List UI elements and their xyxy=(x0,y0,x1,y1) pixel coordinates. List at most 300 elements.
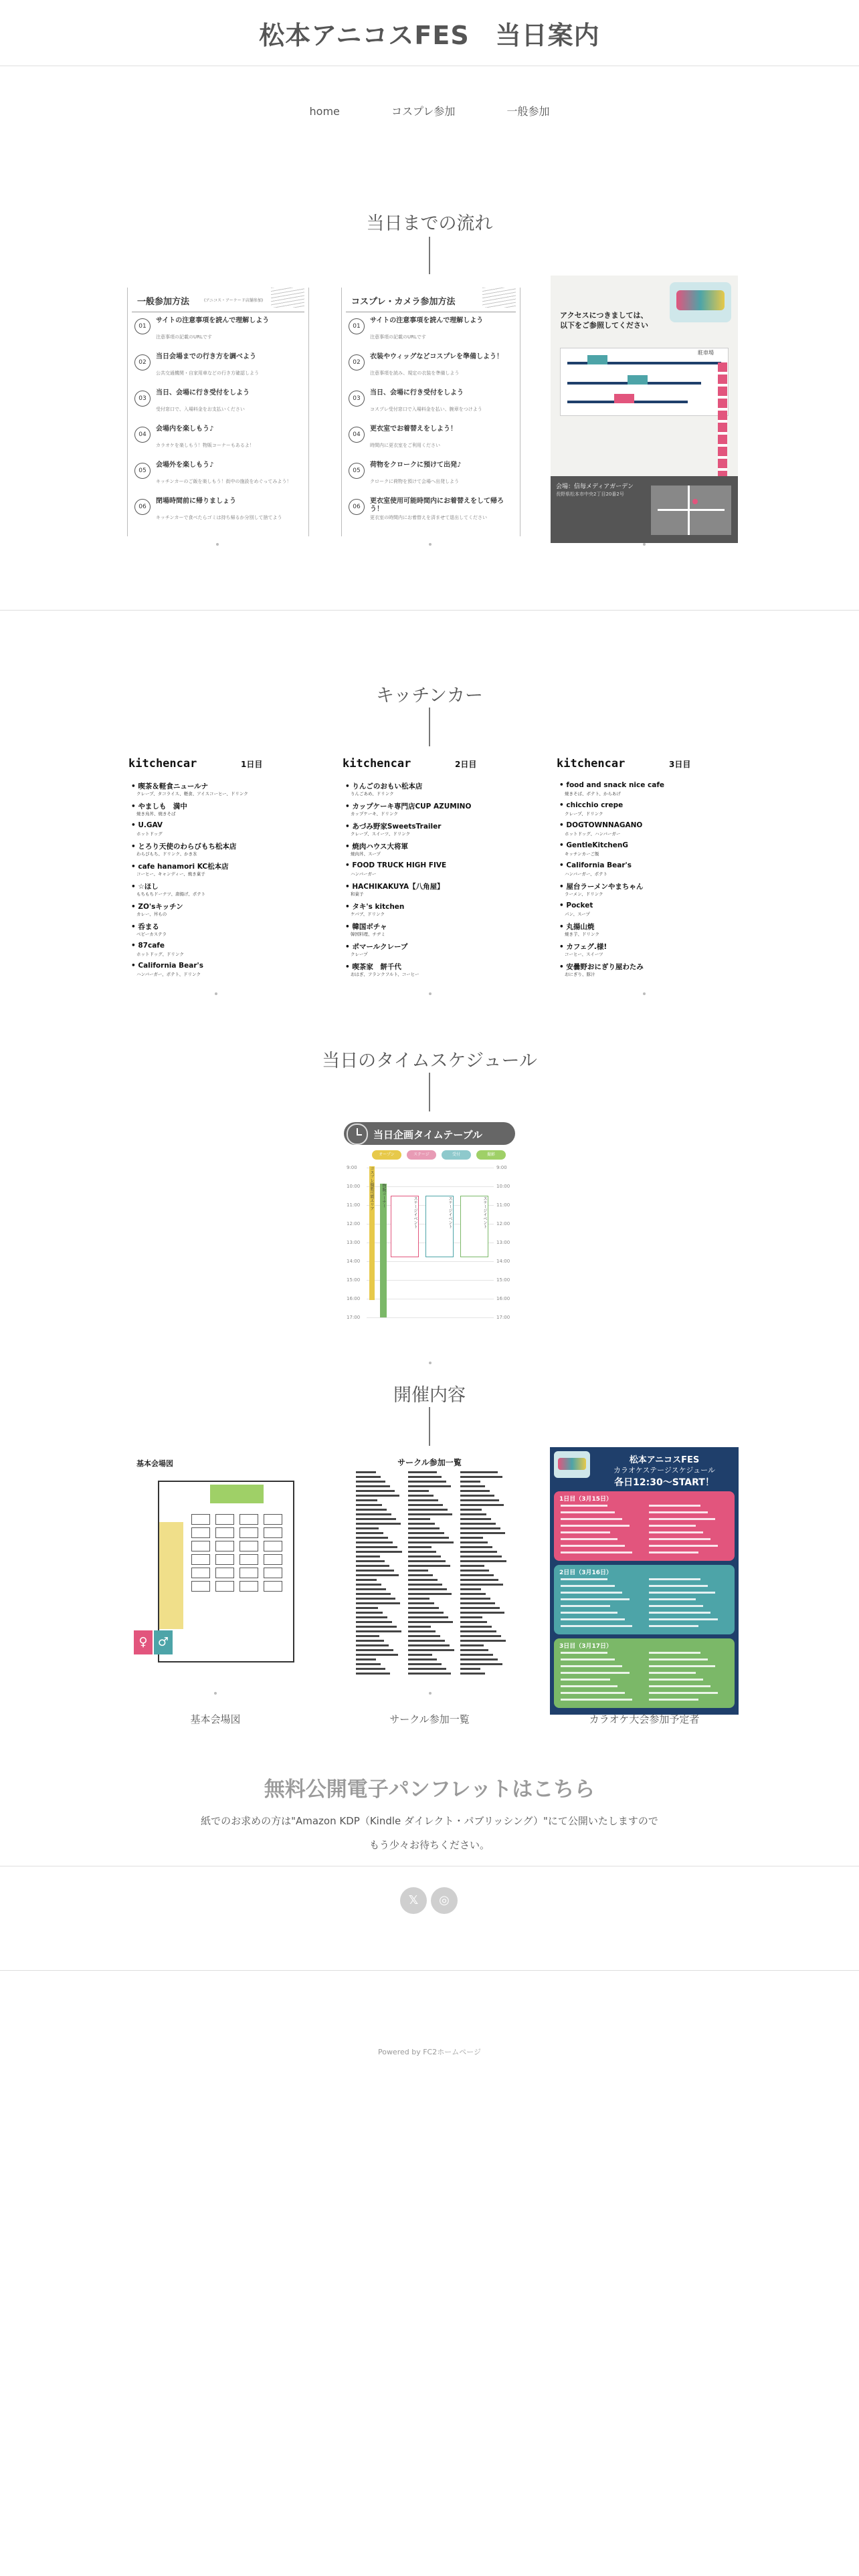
karaoke-entry-line xyxy=(649,1551,698,1553)
circle-list-line xyxy=(356,1471,376,1473)
karaoke-entry-line xyxy=(649,1592,715,1594)
timetable-time-label: 17:00 xyxy=(496,1315,510,1320)
circle-list-line xyxy=(408,1471,437,1473)
karaoke-entry-line xyxy=(561,1545,625,1547)
circle-list-line xyxy=(460,1588,481,1590)
kitchencar-item: • DOGTOWNNAGANO xyxy=(559,821,643,829)
kitchencar-item: • ポマールクレープ xyxy=(345,943,408,951)
circle-list-line xyxy=(408,1673,451,1675)
timetable-column-header: 受付 xyxy=(442,1150,471,1160)
timetable-title: 当日企画タイムテーブル xyxy=(373,1129,483,1141)
circle-list-line xyxy=(356,1551,402,1553)
circle-list-line xyxy=(356,1616,387,1618)
kitchencar-item-name: やましも 満中 xyxy=(138,802,187,811)
step-body: カラオケを楽しもう！物販コーナーもあるよ！ xyxy=(156,443,254,448)
circle-list-line xyxy=(408,1537,449,1539)
clock-icon xyxy=(347,1123,368,1145)
kitchencar-item-menu: 焼き芋、ドリンク xyxy=(565,932,599,937)
flow-step xyxy=(134,498,300,531)
flow-cosplay-image[interactable] xyxy=(341,288,520,536)
step-body: キッチンカーのご飯を楽しもう！街中の施設をめぐってみよう！ xyxy=(156,479,292,484)
kitchencar-item-name: cafe hanamori KC松本店 xyxy=(138,863,229,871)
step-title: 当日、会場に行き受付をしよう xyxy=(370,389,464,397)
flow-step xyxy=(349,353,514,387)
circle-list-line xyxy=(460,1513,486,1515)
circle-list-line xyxy=(356,1560,385,1562)
image-caption-dot xyxy=(429,543,432,546)
step-number: 05 xyxy=(349,463,365,479)
image-caption-dot xyxy=(215,992,217,995)
kitchencar-item-menu: 焼肉丼、スープ xyxy=(351,851,381,857)
pamphlet-note-2: もう少々お待ちください。 xyxy=(369,1839,490,1851)
kitchencar-item: • California Bear's xyxy=(131,962,203,970)
karaoke-entry-line xyxy=(561,1672,630,1674)
circle-list-line xyxy=(356,1607,378,1609)
booth xyxy=(215,1541,234,1551)
kitchencar-item-menu: もちもちドーナツ、唐揚げ、ポテト xyxy=(136,891,206,897)
circle-list-line xyxy=(408,1626,431,1628)
kitchencar-item-name: タキ's kitchen xyxy=(352,903,405,911)
kitchencar-item-menu: おにぎり、豚汁 xyxy=(565,972,595,977)
flow-step xyxy=(349,317,514,350)
circle-list-line xyxy=(408,1635,440,1637)
parking-column xyxy=(718,362,727,483)
karaoke-entry-line xyxy=(649,1531,703,1533)
step-body: 公共交通機関・自家用車などの行き方確認しよう xyxy=(156,370,259,376)
kitchencar-item: • GentleKitchenG xyxy=(559,841,628,849)
karaoke-entry-line xyxy=(561,1612,617,1614)
title-divider-line xyxy=(429,1407,430,1446)
circle-list-line xyxy=(460,1640,506,1642)
circle-list-line xyxy=(460,1630,496,1632)
circle-list-title: サークル参加一覧 xyxy=(397,1458,462,1467)
step-body: 時間内に更衣室をご利用ください xyxy=(370,443,440,448)
circle-list-line xyxy=(460,1476,502,1478)
kitchencar-item-name: California Bear's xyxy=(566,861,632,869)
step-number: 06 xyxy=(134,499,151,515)
karaoke-entry-line xyxy=(649,1618,718,1620)
karaoke-entry-line xyxy=(649,1505,700,1507)
pamphlet-link[interactable]: 無料公開電子パンフレットはこちら xyxy=(264,1778,595,1802)
circle-list-line xyxy=(408,1621,453,1623)
step-title: 当日会場までの行き方を調べよう xyxy=(156,353,256,360)
step-number: 02 xyxy=(349,354,365,370)
title-divider-line xyxy=(429,237,430,274)
circle-list-line xyxy=(408,1588,447,1590)
cosplay-area xyxy=(159,1522,183,1629)
kitchencar-item-name: カフェグ.様! xyxy=(566,943,607,951)
circle-list-image[interactable] xyxy=(349,1454,510,1687)
kitchencar-item: • やましも 満中 xyxy=(131,802,187,811)
circle-list-line xyxy=(356,1673,390,1675)
instagram-icon[interactable]: ◎ xyxy=(431,1887,458,1914)
circle-list-line xyxy=(460,1490,490,1492)
kitchencar-day: 3日目 xyxy=(669,760,691,769)
kitchencar-image-day3[interactable] xyxy=(555,756,733,987)
circle-list-line xyxy=(460,1532,505,1534)
circle-list-line xyxy=(408,1630,436,1632)
flow-general-image[interactable] xyxy=(127,288,309,536)
circle-list-line xyxy=(460,1654,493,1656)
timetable-block: ステージイベント xyxy=(425,1196,454,1257)
timetable-column-header: ステージ xyxy=(407,1150,436,1160)
karaoke-schedule-image[interactable] xyxy=(550,1447,739,1715)
x-twitter-icon[interactable]: 𝕏 xyxy=(400,1887,427,1914)
kitchencar-item: • りんごのおもい松本店 xyxy=(345,782,423,790)
booth xyxy=(264,1527,282,1538)
stage-area xyxy=(210,1485,264,1503)
circle-list-line xyxy=(356,1537,388,1539)
timetable-block: 物販コーナー xyxy=(380,1184,387,1317)
caption-circle-list: サークル参加一覧 xyxy=(389,1713,470,1725)
kitchencar-item: • ZO'sキッチン xyxy=(131,903,183,911)
booth xyxy=(191,1514,210,1525)
karaoke-entry-line xyxy=(649,1658,708,1660)
booth xyxy=(215,1527,234,1538)
step-title: 更衣室でお着替えをしよう！ xyxy=(370,425,457,433)
step-number: 04 xyxy=(134,427,151,443)
booth xyxy=(240,1568,258,1578)
access-footer-map xyxy=(551,476,738,543)
karaoke-entry-line xyxy=(561,1658,615,1660)
karaoke-entry-line xyxy=(561,1699,632,1701)
circle-list-line xyxy=(356,1518,396,1520)
circle-list-line xyxy=(356,1602,400,1604)
circle-list-line xyxy=(460,1523,496,1525)
kitchencar-item: • 喫茶家 餅千代 xyxy=(345,963,401,971)
kitchencar-item-name: chicchio crepe xyxy=(566,801,624,809)
parking-label: 駐車場 xyxy=(698,350,714,356)
circle-list-line xyxy=(408,1481,446,1483)
karaoke-entry-line xyxy=(649,1692,718,1694)
circle-list-line xyxy=(356,1541,393,1543)
booth xyxy=(215,1554,234,1565)
venue-map-title: 基本会場図 xyxy=(136,1459,173,1468)
circle-list-line xyxy=(408,1640,445,1642)
timetable-column-header: 撮影 xyxy=(476,1150,506,1160)
timetable-time-label: 11:00 xyxy=(347,1202,361,1208)
kitchencar-item: • 呑まる xyxy=(131,923,159,931)
circle-list-line xyxy=(408,1476,442,1478)
circle-list-line xyxy=(356,1555,380,1558)
booth xyxy=(191,1541,210,1551)
karaoke-day-label: 1日目（3月15日） xyxy=(559,1496,613,1503)
circle-list-line xyxy=(408,1485,451,1487)
flow-step xyxy=(134,425,300,459)
circle-list-line xyxy=(356,1565,389,1567)
flow-step xyxy=(349,425,514,459)
circle-list-line xyxy=(356,1495,399,1497)
booth xyxy=(264,1568,282,1578)
flow-step xyxy=(349,498,514,531)
circle-list-line xyxy=(356,1644,389,1646)
kitchencar-item-name: ☆ほし xyxy=(138,883,159,891)
step-body: 注意事項の記載のURLです xyxy=(370,334,426,340)
booth xyxy=(215,1568,234,1578)
karaoke-entry-line xyxy=(649,1665,715,1667)
circle-list-line xyxy=(460,1481,480,1483)
circle-list-line xyxy=(356,1584,381,1586)
circle-list-line xyxy=(460,1537,483,1539)
circle-list-line xyxy=(356,1612,383,1614)
access-address: 長野県松本市中央2丁目20番2号 xyxy=(556,492,624,497)
booth xyxy=(240,1514,258,1525)
karaoke-entry-line xyxy=(561,1518,622,1520)
karaoke-day-label: 3日目（3月17日） xyxy=(559,1643,613,1650)
image-caption-dot xyxy=(216,543,219,546)
access-headline: アクセスにつきましては、以下をご参照してください xyxy=(560,311,648,330)
timetable-time-label: 16:00 xyxy=(496,1296,510,1301)
step-body: キッチンカーで食べたらゴミは持ち帰るか分別して捨てよう xyxy=(156,515,282,520)
flow-general-header: 一般参加方法 xyxy=(137,297,190,307)
karaoke-entry-line xyxy=(561,1618,625,1620)
kitchencar-item-menu: ホットドッグ、ドリンク xyxy=(136,952,184,957)
step-body: クロークに荷物を預けて会場へ出発しよう xyxy=(370,479,459,484)
karaoke-entry-line xyxy=(561,1505,607,1507)
kitchencar-item-menu: クレープ、タコライス、軽食、アイスコーヒー、ドリンク xyxy=(136,791,248,796)
circle-list-line xyxy=(408,1504,443,1506)
kitchencar-item: • California Bear's xyxy=(559,861,632,869)
booth xyxy=(191,1554,210,1565)
karaoke-banner-sub: カラオケステージスケジュール xyxy=(613,1466,715,1475)
kitchencar-item-menu: クレープ、スイーツ、ドリンク xyxy=(351,831,411,837)
circle-list-line xyxy=(408,1499,438,1501)
kitchencar-brand: kitchencar xyxy=(343,757,411,770)
kitchencar-day: 1日目 xyxy=(241,760,263,769)
timetable-time-label: 12:00 xyxy=(347,1221,361,1226)
kitchencar-item-menu: ハンバーガー、ポテト、ドリンク xyxy=(136,972,201,977)
main-nav xyxy=(0,103,859,118)
circle-list-line xyxy=(408,1593,452,1595)
kitchencar-item: • 焼肉ハウス大将軍 xyxy=(345,843,409,851)
circle-list-line xyxy=(408,1658,437,1660)
circle-list-line xyxy=(460,1546,492,1548)
circle-list-line xyxy=(356,1598,395,1600)
circle-list-line xyxy=(460,1504,504,1506)
timetable-time-label: 11:00 xyxy=(496,1202,510,1208)
kitchencar-item: • Pocket xyxy=(559,901,593,909)
karaoke-entry-line xyxy=(649,1598,696,1600)
karaoke-entry-line xyxy=(649,1672,696,1674)
kitchencar-item: • カップケーキ専門店CUP AZUMINO xyxy=(345,802,472,811)
circle-list-line xyxy=(356,1579,377,1581)
step-number: 01 xyxy=(349,318,365,334)
circle-list-line xyxy=(356,1485,390,1487)
kitchencar-item-menu: ホットドッグ xyxy=(136,831,163,837)
step-body: 注意事項の記載のURLです xyxy=(156,334,212,340)
circle-list-line xyxy=(356,1574,399,1576)
kitchencar-item-name: California Bear's xyxy=(138,962,203,970)
circle-list-line xyxy=(408,1513,452,1515)
circle-list-line xyxy=(356,1527,379,1529)
kitchencar-item-name: りんごのおもい松本店 xyxy=(352,782,423,790)
kitchencar-item-name: とろり天使のわらびもち松本店 xyxy=(138,843,237,851)
karaoke-entry-line xyxy=(649,1578,700,1580)
kitchencar-image-day2[interactable] xyxy=(341,756,519,987)
karaoke-entry-line xyxy=(561,1531,610,1533)
circle-list-line xyxy=(460,1621,487,1623)
kitchencar-item-menu: クレープ、ドリンク xyxy=(565,811,603,817)
circle-list-line xyxy=(408,1555,441,1558)
circle-list-line xyxy=(408,1560,446,1562)
circle-list-line xyxy=(408,1574,433,1576)
timetable-time-label: 17:00 xyxy=(347,1315,361,1320)
circle-list-line xyxy=(460,1541,488,1543)
karaoke-entry-line xyxy=(649,1545,718,1547)
site-title[interactable]: 松本アニコスFES 当日案内 xyxy=(259,21,600,50)
step-title: 当日、会場に行き受付をしよう xyxy=(156,389,250,397)
circle-list-line xyxy=(408,1612,444,1614)
timetable-time-label: 10:00 xyxy=(347,1184,361,1189)
kitchencar-item-name: 丸揚山焼 xyxy=(566,923,595,931)
circle-list-line xyxy=(408,1523,435,1525)
step-number: 03 xyxy=(349,391,365,407)
step-title: 衣装やウィッグなどコスプレを準備しよう！ xyxy=(370,353,503,360)
access-image[interactable] xyxy=(551,276,738,543)
step-title: 更衣室使用可能時間内にお着替えをして帰ろう！ xyxy=(370,498,504,513)
step-number: 05 xyxy=(134,463,151,479)
step-number: 06 xyxy=(349,499,365,515)
kitchencar-image-day1[interactable] xyxy=(127,756,305,987)
flow-step xyxy=(349,461,514,495)
flow-step xyxy=(134,353,300,387)
kitchencar-item-menu: ラーメン、ドリンク xyxy=(565,891,603,897)
festival-logo xyxy=(554,1451,590,1478)
circle-list-line xyxy=(356,1621,392,1623)
circle-list-line xyxy=(408,1551,436,1553)
karaoke-entry-line xyxy=(649,1625,698,1627)
karaoke-entry-line xyxy=(561,1511,615,1513)
venue-map-image[interactable] xyxy=(134,1454,297,1687)
access-address-title: 会場：信毎メディアガーデン xyxy=(556,484,634,490)
circle-list-line xyxy=(356,1476,381,1478)
circle-list-line xyxy=(356,1513,391,1515)
circle-list-line xyxy=(408,1570,428,1572)
nav-home[interactable]: home xyxy=(309,105,340,118)
karaoke-entry-line xyxy=(649,1525,696,1527)
circle-list-line xyxy=(408,1616,448,1618)
step-title: 会場外を楽しもう♪ xyxy=(156,461,214,469)
kitchencar-brand: kitchencar xyxy=(557,757,626,770)
karaoke-entry-line xyxy=(649,1538,710,1540)
section-title-kitchen: キッチンカー xyxy=(375,685,484,706)
timetable-block: コスプレ撮影可能エリア xyxy=(369,1166,375,1300)
circle-list-line xyxy=(356,1504,382,1506)
kitchencar-item-name: 焼肉ハウス大将軍 xyxy=(352,843,409,851)
kitchencar-item-menu: ホットドッグ、ハンバーガー xyxy=(565,831,621,837)
step-body: 更衣室の時間内にお着替えを済ませて退出してください xyxy=(370,515,487,520)
restroom-icon: ♂ xyxy=(154,1630,173,1654)
circle-list-line xyxy=(356,1523,401,1525)
timetable-grid-line xyxy=(367,1317,494,1318)
nav-cosplay[interactable]: コスプレ参加 xyxy=(391,105,456,118)
kitchencar-item: • 87cafe xyxy=(131,942,165,950)
karaoke-entry-line xyxy=(649,1612,710,1614)
kitchencar-item: • HACHIKAKUYA【八角屋】 xyxy=(345,883,444,891)
kitchencar-item-menu: ハンバーガー xyxy=(351,871,377,877)
circle-list-line xyxy=(408,1495,434,1497)
timetable-time-label: 15:00 xyxy=(347,1277,361,1283)
flow-step xyxy=(134,461,300,495)
karaoke-entry-line xyxy=(649,1699,698,1701)
kitchencar-item-menu: カップケーキ、ドリンク xyxy=(351,811,398,817)
kitchencar-item-menu: わらびもち、ドリンク、かき氷 xyxy=(136,851,197,857)
circle-list-line xyxy=(356,1570,394,1572)
kitchencar-item-menu: 韓国料理、チヂミ xyxy=(351,932,385,937)
circle-list-line xyxy=(356,1546,397,1548)
kitchencar-brand: kitchencar xyxy=(128,757,197,770)
kitchencar-item-name: HACHIKAKUYA【八角屋】 xyxy=(352,883,444,891)
karaoke-entry-line xyxy=(561,1598,630,1600)
karaoke-entry-line xyxy=(561,1538,617,1540)
circle-list-line xyxy=(356,1658,376,1660)
karaoke-entry-line xyxy=(649,1685,710,1687)
kitchencar-item-menu: ベビーカステラ xyxy=(136,932,167,937)
kitchencar-item-menu: おはぎ、フランクフルト、コーヒー xyxy=(351,972,419,977)
circle-list-line xyxy=(460,1635,501,1637)
circle-list-line xyxy=(460,1570,489,1572)
karaoke-entry-line xyxy=(561,1685,617,1687)
caption-venue-map: 基本会場図 xyxy=(190,1713,241,1725)
nav-general[interactable]: 一般参加 xyxy=(506,105,550,118)
circle-list-line xyxy=(460,1658,498,1660)
circle-list-line xyxy=(356,1668,385,1670)
circle-list-line xyxy=(408,1602,434,1604)
karaoke-entry-line xyxy=(561,1551,632,1553)
kitchencar-item-menu: 焼き鳥丼、焼きそば xyxy=(136,811,176,817)
kitchencar-item: • カフェグ.様! xyxy=(559,943,607,951)
image-caption-dot xyxy=(429,1692,432,1695)
timetable-time-label: 9:00 xyxy=(496,1165,507,1170)
timetable-image[interactable] xyxy=(344,1122,515,1329)
circle-list-line xyxy=(356,1626,397,1628)
flow-step xyxy=(349,389,514,423)
kitchencar-item-menu: ハンバーガー、ポテト xyxy=(565,871,608,877)
karaoke-entry-line xyxy=(649,1652,700,1654)
section-title-timetable: 当日のタイムスケジュール xyxy=(322,1051,537,1071)
kitchencar-item-name: 喫茶家 餅千代 xyxy=(352,963,401,971)
kitchencar-item: • 韓国ボチャ xyxy=(345,923,387,931)
circle-list-line xyxy=(408,1527,440,1529)
kitchencar-item-name: U.GAV xyxy=(138,821,163,829)
booth xyxy=(240,1541,258,1551)
booth xyxy=(264,1581,282,1592)
booth xyxy=(240,1554,258,1565)
circle-list-line xyxy=(356,1649,393,1651)
karaoke-banner-title: 松本アニコスFES xyxy=(629,1455,700,1465)
section-title-event: 開催内容 xyxy=(393,1385,466,1406)
karaoke-day-block xyxy=(554,1565,735,1634)
circle-list-line xyxy=(356,1635,379,1637)
footer-divider xyxy=(0,1970,859,1971)
section-divider xyxy=(0,610,859,611)
kitchencar-item-name: 喫茶＆軽食ニュールナ xyxy=(138,782,209,790)
kitchencar-item: • ☆ほし xyxy=(131,883,159,891)
image-caption-dot xyxy=(214,1692,217,1695)
kitchencar-item: • あづみ野家SweetsTrailer xyxy=(345,823,442,831)
step-number: 04 xyxy=(349,427,365,443)
booth xyxy=(264,1541,282,1551)
powered-by-link[interactable]: Powered by FC2ホームページ xyxy=(377,2048,482,2056)
circle-list-line xyxy=(408,1565,450,1567)
kitchencar-item-menu: コーヒー、スイーツ xyxy=(565,952,603,957)
step-title: 閉場時間前に帰りましょう xyxy=(156,498,236,505)
timetable-time-label: 13:00 xyxy=(347,1240,361,1245)
circle-list-line xyxy=(460,1598,490,1600)
kitchencar-item: • 安曇野おにぎり屋わたみ xyxy=(559,963,644,971)
kitchencar-item: • とろり天使のわらびもち松本店 xyxy=(131,843,237,851)
circle-list-line xyxy=(408,1546,432,1548)
